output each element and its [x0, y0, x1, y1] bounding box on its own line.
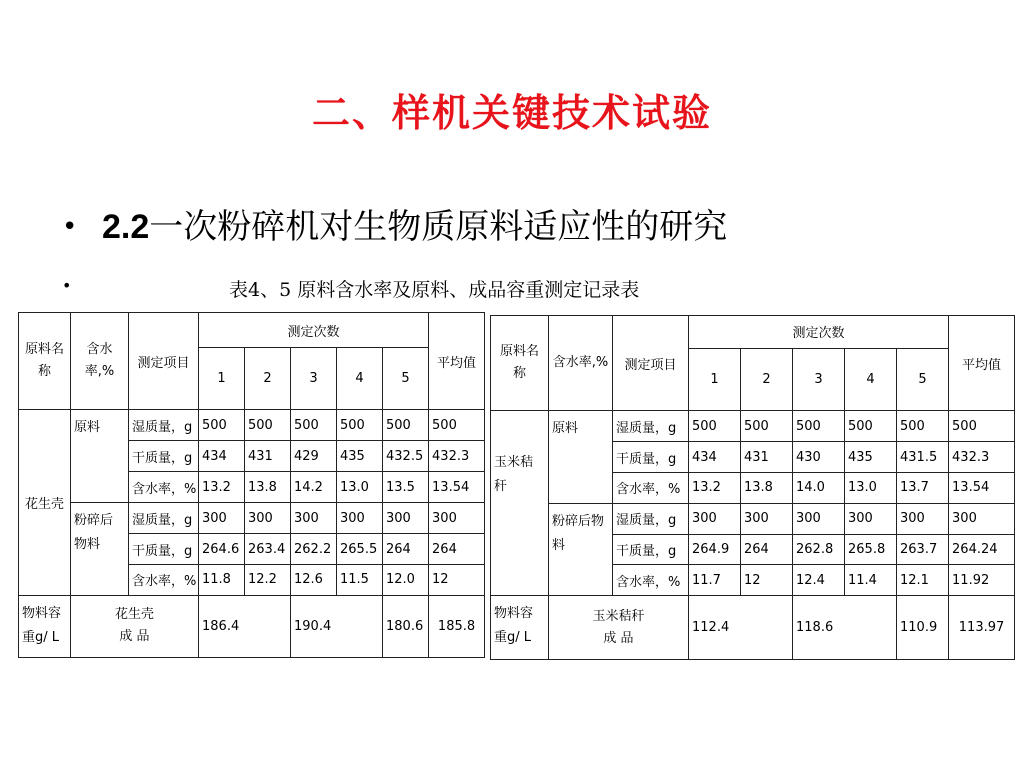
density-name: [71, 595, 199, 657]
material-name: 玉米秸秆: [491, 411, 549, 596]
slide-title: 二、样机关键技术试验: [311, 90, 712, 135]
value-cell: 12.2: [245, 565, 291, 596]
item-label: 湿质量，g: [613, 503, 689, 534]
value-cell: 11.7: [689, 565, 741, 596]
average-cell: 264.24: [949, 534, 1015, 565]
value-cell: 500: [383, 410, 429, 441]
item-label: 含水率，%: [613, 473, 689, 504]
density-value: 118.6: [793, 596, 897, 660]
value-cell: 12.0: [383, 565, 429, 596]
value-cell: 500: [337, 410, 383, 441]
density-value: 112.4: [689, 596, 793, 660]
header-num: 5: [383, 348, 429, 410]
value-cell: 13.2: [689, 473, 741, 504]
value-cell: 430: [793, 442, 845, 473]
density-product: 成 品: [119, 629, 150, 645]
density-average: 185.8: [429, 595, 485, 657]
item-label: 干质量，g: [129, 441, 199, 472]
item-label: 湿质量，g: [129, 503, 199, 534]
value-cell: 262.8: [793, 534, 845, 565]
density-product: 成 品: [603, 630, 634, 646]
header-num: 1: [689, 348, 741, 411]
density-average: 113.97: [949, 596, 1015, 660]
average-cell: 264: [429, 534, 485, 565]
value-cell: 434: [199, 441, 245, 472]
average-cell: 12: [429, 565, 485, 596]
group-label: 原料: [71, 410, 129, 503]
value-cell: 300: [245, 503, 291, 534]
item-label: 含水率，%: [129, 565, 199, 596]
value-cell: 300: [845, 503, 897, 534]
value-cell: 435: [845, 442, 897, 473]
header-moisture: 含水率,%: [549, 316, 613, 411]
value-cell: 264.9: [689, 534, 741, 565]
header-num: 5: [897, 348, 949, 411]
value-cell: 262.2: [291, 534, 337, 565]
header-num: 3: [291, 348, 337, 410]
value-cell: 300: [897, 503, 949, 534]
value-cell: 500: [245, 410, 291, 441]
table-row: [491, 503, 1015, 534]
value-cell: 13.0: [337, 472, 383, 503]
item-label: 干质量，g: [613, 534, 689, 565]
value-cell: 300: [291, 503, 337, 534]
average-cell: 500: [949, 411, 1015, 442]
value-cell: 265.5: [337, 534, 383, 565]
value-cell: 264.6: [199, 534, 245, 565]
value-cell: 12.6: [291, 565, 337, 596]
material-name: 花生壳: [19, 410, 71, 596]
value-cell: 500: [793, 411, 845, 442]
value-cell: 431: [741, 442, 793, 473]
header-num: 2: [741, 348, 793, 411]
average-cell: 13.54: [429, 472, 485, 503]
value-cell: 12: [741, 565, 793, 596]
average-cell: 300: [949, 503, 1015, 534]
header-times: 测定次数: [199, 313, 429, 348]
header-item: 测定项目: [129, 313, 199, 410]
table-caption: 表4、5 原料含水率及原料、成品容重测定记录表: [229, 279, 640, 301]
density-material: 花生壳: [114, 607, 154, 623]
value-cell: 300: [793, 503, 845, 534]
table-corn-stalk: [490, 315, 1015, 660]
table-peanut-shell: [18, 312, 485, 658]
value-cell: 300: [337, 503, 383, 534]
bullet-dot-2: •: [62, 276, 72, 295]
value-cell: 500: [897, 411, 949, 442]
density-value: 186.4: [199, 595, 291, 657]
table-row: [19, 503, 485, 534]
value-cell: 14.0: [793, 473, 845, 504]
item-label: 干质量，g: [129, 534, 199, 565]
table-row: [491, 411, 1015, 442]
value-cell: 263.4: [245, 534, 291, 565]
value-cell: 300: [383, 503, 429, 534]
density-label: 物料容重g/ L: [19, 595, 71, 657]
header-average: 平均值: [949, 316, 1015, 411]
density-value: 190.4: [291, 595, 383, 657]
value-cell: 500: [199, 410, 245, 441]
value-cell: 300: [741, 503, 793, 534]
header-moisture: 含水率,%: [71, 313, 129, 410]
value-cell: 11.5: [337, 565, 383, 596]
density-name: [549, 596, 689, 660]
density-row: [491, 596, 1015, 660]
item-label: 含水率，%: [613, 565, 689, 596]
header-times: 测定次数: [689, 316, 949, 349]
density-label: 物料容重g/ L: [491, 596, 549, 660]
group-label: 粉碎后物料: [549, 503, 613, 595]
item-label: 干质量，g: [613, 442, 689, 473]
value-cell: 434: [689, 442, 741, 473]
density-value: 110.9: [897, 596, 949, 660]
value-cell: 429: [291, 441, 337, 472]
average-cell: 432.3: [949, 442, 1015, 473]
header-num: 1: [199, 348, 245, 410]
item-label: 含水率，%: [129, 472, 199, 503]
value-cell: 11.8: [199, 565, 245, 596]
section-number: 2.2: [102, 208, 150, 246]
value-cell: 432.5: [383, 441, 429, 472]
value-cell: 431: [245, 441, 291, 472]
header-average: 平均值: [429, 313, 485, 410]
header-material: 原料名称: [491, 316, 549, 411]
value-cell: 500: [741, 411, 793, 442]
value-cell: 14.2: [291, 472, 337, 503]
heading-text: [102, 205, 727, 249]
item-label: 湿质量，g: [129, 410, 199, 441]
value-cell: 300: [199, 503, 245, 534]
value-cell: 13.8: [741, 473, 793, 504]
value-cell: 300: [689, 503, 741, 534]
header-item: 测定项目: [613, 316, 689, 411]
value-cell: 435: [337, 441, 383, 472]
average-cell: 300: [429, 503, 485, 534]
density-row: [19, 595, 485, 657]
value-cell: 11.4: [845, 565, 897, 596]
table-row: [19, 410, 485, 441]
header-num: 2: [245, 348, 291, 410]
average-cell: 13.54: [949, 473, 1015, 504]
value-cell: 13.2: [199, 472, 245, 503]
bullet-dot: •: [62, 212, 78, 242]
header-num: 4: [337, 348, 383, 410]
value-cell: 500: [689, 411, 741, 442]
average-cell: 500: [429, 410, 485, 441]
value-cell: 500: [291, 410, 337, 441]
value-cell: 265.8: [845, 534, 897, 565]
value-cell: 13.0: [845, 473, 897, 504]
value-cell: 13.5: [383, 472, 429, 503]
section-title: 一次粉碎机对生物质原料适应性的研究: [149, 207, 728, 247]
density-value: 180.6: [383, 595, 429, 657]
group-label: 粉碎后物料: [71, 503, 129, 596]
header-num: 3: [793, 348, 845, 411]
header-material: 原料名称: [19, 313, 71, 410]
value-cell: 431.5: [897, 442, 949, 473]
average-cell: 432.3: [429, 441, 485, 472]
average-cell: 11.92: [949, 565, 1015, 596]
item-label: 湿质量，g: [613, 411, 689, 442]
value-cell: 264: [383, 534, 429, 565]
density-material: 玉米秸秆: [592, 608, 645, 624]
group-label: 原料: [549, 411, 613, 503]
value-cell: 263.7: [897, 534, 949, 565]
value-cell: 500: [845, 411, 897, 442]
value-cell: 13.7: [897, 473, 949, 504]
value-cell: 12.1: [897, 565, 949, 596]
value-cell: 13.8: [245, 472, 291, 503]
value-cell: 264: [741, 534, 793, 565]
value-cell: 12.4: [793, 565, 845, 596]
header-num: 4: [845, 348, 897, 411]
